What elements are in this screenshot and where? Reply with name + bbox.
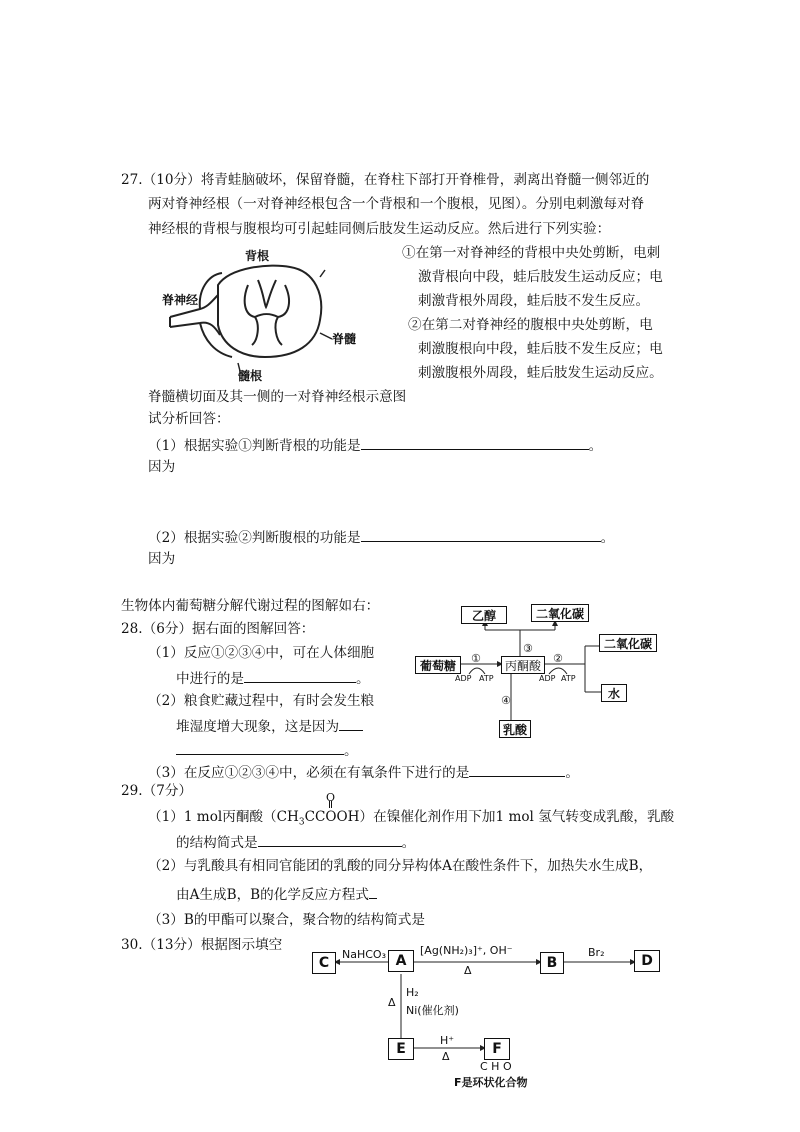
label-dorsal-root: 背根 <box>245 249 270 263</box>
q28-s2b <box>176 716 363 736</box>
label-silver-reagent: [Ag(NH₂)₃]⁺, OH⁻ <box>420 944 513 957</box>
label-f-note: F是环状化合物 <box>454 1076 528 1089</box>
q29-s2b <box>176 884 377 904</box>
q28-s3 <box>148 762 579 782</box>
q28-s1b <box>176 668 370 688</box>
label-spinal-nerve: 脊神经 <box>162 293 199 307</box>
label-delta-1: Δ <box>464 964 472 977</box>
q27-sub1-text: （1）根据实验①判断背根的功能是 <box>148 438 361 454</box>
q28-s1a: （1）反应①②③④中，可在人体细胞 <box>148 645 375 661</box>
q28-s1b-text: 中进行的是 <box>176 671 244 687</box>
box-pyruvate: 丙酮酸 <box>501 656 545 674</box>
answer-blank-1[interactable] <box>361 435 589 450</box>
label-delta-3: Δ <box>442 1050 450 1063</box>
q28-s1b-period: 。 <box>355 671 370 687</box>
q27-exp2-b: 刺激腹根向中段，蛙后肢不发生反应；电 <box>418 341 663 357</box>
q29-s1a-post: CCOOH）在镍催化剂作用下加1 mol 氢气转变成乳酸，乳酸 <box>304 809 675 825</box>
label-nahco3: NaHCO₃ <box>342 948 386 961</box>
spinal-cord-drawing <box>160 245 375 385</box>
q28-s3-text: （3）在反应①②③④中，必须在有氧条件下进行的是 <box>148 765 470 781</box>
q30-head: 30.（13分）根据图示填空 <box>121 937 283 953</box>
answer-blank-4[interactable] <box>339 716 363 731</box>
q29-s1b-text: 的结构简式是 <box>176 835 258 851</box>
q27-sub2-period: 。 <box>600 530 615 546</box>
q27-line-3: 神经根的背根与腹根均可引起蛙同侧后肢发生运动反应。然后进行下列实验： <box>148 221 611 237</box>
q29-head: 29.（7分） <box>121 783 193 799</box>
box-D: D <box>634 950 660 972</box>
label-hplus: H⁺ <box>440 1034 455 1047</box>
box-water: 水 <box>601 684 627 702</box>
answer-blank-3[interactable] <box>244 668 356 683</box>
q27-sub1 <box>148 435 602 455</box>
q29-s1a <box>148 808 674 832</box>
q29-s2a: （2）与乳酸具有相同官能团的乳酸的同分异构体A在酸性条件下，加热失水生成B， <box>148 858 653 874</box>
answer-blank-2[interactable] <box>361 527 601 542</box>
q29-s1b <box>176 832 415 852</box>
q27-exp2-a: ②在第二对脊神经的腹根中央处剪断，电 <box>408 317 653 333</box>
reaction-diagram <box>300 938 670 1090</box>
q27-because1: 因为 <box>148 459 176 475</box>
q27-exp1-a: ①在第一对脊神经的背根中央处剪断，电刺 <box>402 245 661 261</box>
q29-s1b-period: 。 <box>401 835 416 851</box>
label-h2: H₂ <box>406 986 419 999</box>
box-E: E <box>388 1038 414 1060</box>
answer-blank-8[interactable] <box>369 884 377 899</box>
intro-28: 生物体内葡萄糖分解代谢过程的图解如右： <box>121 598 380 614</box>
q27-exp1-c: 刺激背根外周段，蛙后肢不发生反应。 <box>418 293 650 309</box>
label-n3: ③ <box>523 642 533 655</box>
answer-blank-5[interactable] <box>176 740 344 755</box>
box-glucose: 葡萄糖 <box>415 656 461 674</box>
q28-s2a: （2）粮食贮藏过程中，有时会发生粮 <box>148 693 375 709</box>
box-lactate: 乳酸 <box>499 720 531 738</box>
q28-s2c <box>176 740 358 760</box>
label-adp-1: ADP <box>455 674 472 683</box>
q27-prompt: 试分析回答： <box>148 411 230 427</box>
q29-s2b-text: 由A生成B，B的化学反应方程式 <box>176 887 369 903</box>
box-co2-right: 二氧化碳 <box>599 634 657 652</box>
q27-caption: 脊髓横切面及其一侧的一对脊神经根示意图 <box>148 389 407 405</box>
q27-exp2-c: 刺激腹根外周段，蛙后肢发生运动反应。 <box>418 365 663 381</box>
spinal-cord-diagram <box>160 245 375 385</box>
q27-because2: 因为 <box>148 551 176 567</box>
label-spinal-cord: 脊髓 <box>332 332 357 346</box>
answer-blank-7[interactable] <box>258 832 402 847</box>
q28-s2b-text: 堆湿度增大现象，这是因为 <box>176 719 340 735</box>
q27-sub1-period: 。 <box>588 438 603 454</box>
label-n1: ① <box>471 652 481 665</box>
label-atp-2: ATP <box>561 674 576 683</box>
label-adp-2: ADP <box>539 674 556 683</box>
box-A: A <box>388 950 414 972</box>
label-cho: C H O <box>480 1060 512 1073</box>
label-ni: Ni(催化剂) <box>406 1004 459 1017</box>
label-n2: ② <box>553 652 563 665</box>
q27-line-1: 27.（10分）将青蛙脑破坏，保留脊髓，在脊柱下部打开脊椎骨，剥离出脊髓一侧邻近的 <box>121 172 650 188</box>
q29-carbonyl-bond <box>329 801 332 808</box>
label-delta-2: Δ <box>388 996 396 1009</box>
q27-sub2-text: （2）根据实验②判断腹根的功能是 <box>148 530 361 546</box>
q29-s1a-pre: （1）1 mol丙酮酸（CH <box>148 809 299 825</box>
answer-blank-6[interactable] <box>469 762 565 777</box>
label-n4: ④ <box>501 694 511 707</box>
label-atp-1: ATP <box>479 674 494 683</box>
box-F: F <box>484 1038 510 1060</box>
q29-s1a-sub: 3 <box>298 817 305 828</box>
box-B: B <box>540 952 564 974</box>
q28-head: 28.（6分）据右面的图解回答： <box>121 621 315 637</box>
box-C: C <box>312 952 336 974</box>
q27-line-2: 两对脊神经根（一对脊神经根包含一个背根和一个腹根，见图）。分别电刺激每对脊 <box>148 196 645 212</box>
label-ventral-root: 髓根 <box>238 369 263 383</box>
q27-sub2 <box>148 527 614 547</box>
q27-exp1-b: 激背根向中段，蛙后肢发生运动反应；电 <box>418 269 663 285</box>
label-br2: Br₂ <box>588 946 605 959</box>
q28-s2c-period: 。 <box>344 743 358 759</box>
q29-s3: （3）B的甲酯可以聚合，聚合物的结构简式是 <box>148 912 425 928</box>
q29-carbonyl-o: O <box>326 791 336 804</box>
box-ethanol: 乙醇 <box>461 606 507 624</box>
metabolism-diagram <box>415 606 655 740</box>
q28-s3-period: 。 <box>565 765 579 781</box>
box-co2-top: 二氧化碳 <box>531 604 589 622</box>
